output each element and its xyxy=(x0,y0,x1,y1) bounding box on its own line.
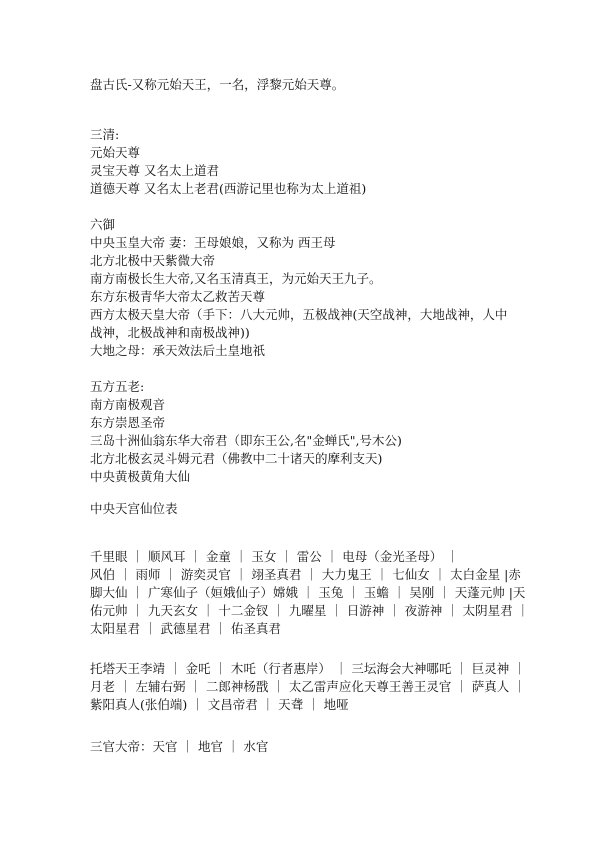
liuyu-item: 南方南极长生大帝,又名玉清真王，为元始天王九子。 xyxy=(90,271,382,286)
list-line: 托塔天王李靖 ｜ 金吒 ｜ 木吒（行者惠岸） ｜ 三坛海会大神哪吒 ｜ 巨灵神 ｜ xyxy=(90,661,526,676)
sanqing-section xyxy=(90,126,515,198)
liuyu-item: 东方东极青华大帝太乙救苦天尊 xyxy=(90,289,266,304)
liuyu-section xyxy=(90,216,515,360)
list-line: 脚大仙 ｜ 广寒仙子（姮娥仙子）嫦娥 ｜ 玉兔 ｜ 玉蟾 ｜ 吴刚 ｜ 天蓬元帅 |天 xyxy=(90,585,526,600)
sanqing-item: 元始天尊 xyxy=(90,145,141,160)
list-line: 千里眼 ｜ 顺风耳 ｜ 金童 ｜ 玉女 ｜ 雷公 ｜ 电母（金光圣母） ｜ xyxy=(90,549,459,564)
tiangong-title: 中央天宫仙位表 xyxy=(90,501,178,516)
sanguan-block xyxy=(90,738,515,756)
liuyu-item: 西方太极天皇大帝（手下：八大元帅，五极战神(天空战神，大地战神，人中战神，北极战神和南极战神)) xyxy=(90,307,508,340)
intro-paragraph xyxy=(90,76,515,94)
intro-text: 盘古氏-又称元始天王，一名，浮黎元始天尊。 xyxy=(90,77,345,92)
sanqing-item: 道德天尊 又名太上老君(西游记里也称为太上道祖) xyxy=(90,181,367,196)
wufang-item: 东方崇恩圣帝 xyxy=(90,415,166,430)
list-line: 月老 ｜ 左辅右弼 ｜ 二郎神杨戬 ｜ 太乙雷声应化天尊王善王灵官 ｜ 萨真人 ｜ xyxy=(90,679,526,694)
immortals-list-1 xyxy=(90,548,530,638)
wufang-item: 北方北极玄灵斗姆元君（佛教中二十诸天的摩利支天) xyxy=(90,451,383,466)
list-line: 太阳星君 ｜ 武德星君 ｜ 佑圣真君 xyxy=(90,621,281,636)
list-line: 佑元帅 ｜ 九天玄女 ｜ 十二金钗 ｜ 九曜星 ｜ 日游神 ｜ 夜游神 ｜ 太阴星君 ｜ xyxy=(90,603,530,618)
wufang-heading: 五方五老: xyxy=(90,379,145,394)
list-line: 风伯 ｜ 雨师 ｜ 游奕灵官 ｜ 翊圣真君 ｜ 大力鬼王 ｜ 七仙女 ｜ 太白金星 |赤 xyxy=(90,567,521,582)
wufang-item: 三岛十洲仙翁东华大帝君（即东王公,名"金蝉氏",号木公) xyxy=(90,433,402,448)
sanqing-item: 灵宝天尊 又名太上道君 xyxy=(90,163,219,178)
liuyu-item: 北方北极中天紫微大帝 xyxy=(90,253,216,268)
liuyu-item: 大地之母：承天效法后土皇地祇 xyxy=(90,343,266,358)
wufang-section xyxy=(90,378,515,486)
tiangong-title-block xyxy=(90,500,515,518)
liuyu-heading: 六御 xyxy=(90,217,116,232)
liuyu-item: 中央玉皇大帝 妻：王母娘娘，又称为 西王母 xyxy=(90,235,336,250)
immortals-list-2 xyxy=(90,660,526,714)
wufang-item: 中央黄极黄角大仙 xyxy=(90,469,191,484)
list-line: 紫阳真人(张伯端) ｜ 文昌帝君 ｜ 天聋 ｜ 地哑 xyxy=(90,697,349,712)
sanqing-heading: 三清: xyxy=(90,127,120,142)
sanguan-line: 三官大帝：天官 ｜ 地官 ｜ 水官 xyxy=(90,739,269,754)
wufang-item: 南方南极观音 xyxy=(90,397,166,412)
